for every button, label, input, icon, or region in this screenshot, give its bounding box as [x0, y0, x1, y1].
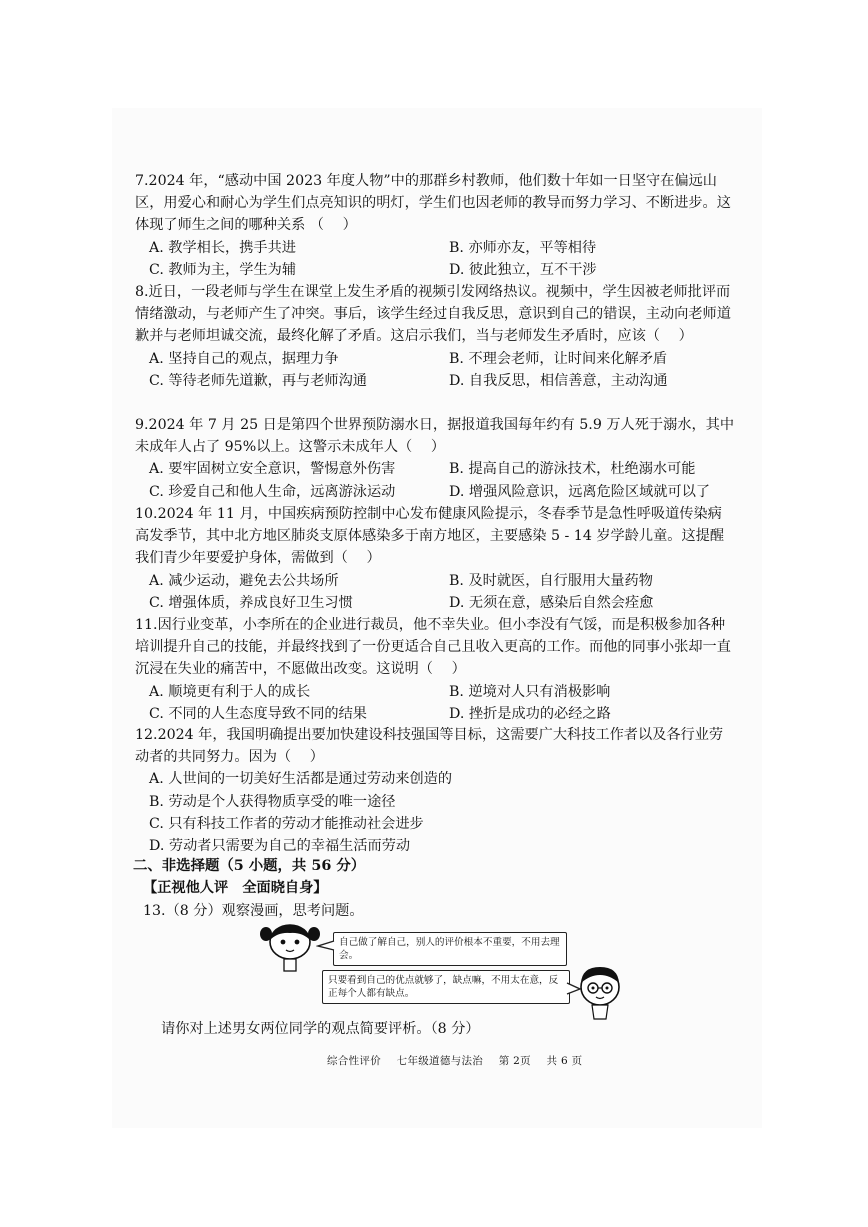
option-c: C. 等待老师先道歉，再与老师沟通 — [149, 372, 367, 389]
option-c: C. 增强体质，养成良好卫生习惯 — [149, 594, 353, 611]
section-title: 二、非选择题（5 小题，共 56 分） — [133, 857, 366, 874]
options — [149, 348, 735, 392]
options — [149, 570, 735, 614]
option-b: B. 劳动是个人获得物质享受的唯一途径 — [149, 793, 396, 810]
question-stem: 12.2024 年，我国明确提出要加快建设科技强国等目标，这需要广大科技工作者以及各行业劳动者的共同努力。因为（ ） — [135, 727, 724, 766]
question-12 — [135, 724, 735, 857]
options — [149, 237, 735, 281]
option-c: C. 教师为主，学生为辅 — [149, 261, 297, 278]
option-a: A. 坚持自己的观点，据理力争 — [149, 350, 339, 367]
options — [149, 681, 735, 725]
option-b: B. 不理会老师，让时间来化解矛盾 — [449, 350, 668, 367]
boy-speech-bubble: 只要看到自己的优点就够了，缺点嘛，不用太在意，反正每个人都有缺点。 — [322, 970, 570, 1004]
question-stem: 10.2024 年 11 月，中国疾病预防控制中心发布健康风险提示，冬春季节是急性呼吸道传染病高发季节，其中北方地区肺炎支原体感染多于南方地区，主要感染 5 - 14 岁学龄儿童。这提醒我们青少年要爱护身体，需做到（ ） — [135, 506, 725, 567]
option-a: A. 要牢固树立安全意识，警惕意外伤害 — [149, 461, 396, 478]
option-d: D. 增强风险意识，远离危险区域就可以了 — [449, 483, 711, 500]
question-stem: 9.2024 年 7 月 25 日是第四个世界预防溺水日，据报道我国每年约有 5.9 万人死于溺水，其中未成年人占了 95%以上。这警示未成年人（ ） — [135, 417, 735, 456]
question-10 — [135, 503, 735, 614]
question-stem: 8.近日，一段老师与学生在课堂上发生矛盾的视频引发网络热议。视频中，学生因被老师批评而情绪激动，与老师产生了冲突。事后，该学生经过自我反思，意识到自己的错误，主动向老师道歉并与老师坦诚交流，最终化解了矛盾。这启示我们，当与老师发生矛盾时，应该（ ） — [135, 284, 731, 345]
question-8 — [135, 281, 735, 392]
question-13-text: 13.（8 分）观察漫画，思考问题。 — [143, 903, 364, 919]
option-a: A. 教学相长，携手共进 — [149, 239, 296, 256]
option-c: C. 珍爱自己和他人生命，远离游泳运动 — [149, 483, 396, 500]
section-subtitle: 【正视他人评 全面晓自身】 — [143, 880, 328, 896]
boy-cartoon-icon — [574, 963, 630, 1027]
option-d: D. 无须在意，感染后自然会痊愈 — [449, 594, 654, 611]
option-d: D. 挫折是成功的必经之路 — [449, 705, 611, 722]
option-d: D. 自我反思，相信善意，主动沟通 — [449, 372, 668, 389]
girl-speech-bubble: 自己做了解自己，别人的评价根本不重要，不用去理会。 — [333, 932, 567, 966]
options — [149, 768, 735, 857]
option-b: B. 及时就医，自行服用大量药物 — [449, 572, 653, 589]
question-11 — [135, 614, 735, 725]
question-13-prompt: 请你对上述男女两位同学的观点简要评析。（8 分） — [161, 1021, 480, 1037]
question-9 — [135, 414, 735, 503]
question-stem: 7.2024 年，“感动中国 2023 年度人物”中的那群乡村教师，他们数十年如一日坚守在偏远山区，用爱心和耐心为学生们点亮知识的明灯，学生们也因老师的教导而努力学习、不断进步。这体现了师生之间的哪种关系 （ ） — [135, 173, 731, 234]
option-b: B. 逆境对人只有消极影响 — [449, 683, 611, 700]
footer-label: 综合性评价 — [327, 1055, 381, 1067]
footer-subject: 七年级道德与法治 — [396, 1055, 484, 1067]
question-7 — [135, 170, 735, 281]
option-b: B. 提高自己的游泳技术，杜绝溺水可能 — [449, 461, 696, 478]
options — [149, 458, 735, 502]
question-stem: 11.因行业变革，小李所在的企业进行裁员，他不幸失业。但小李没有气馁，而是积极参加各种培训提升自己的技能，并最终找到了一份更适合自己且收入更高的工作。而他的同事小张却一直沉浸在失业的痛苦中，不愿做出改变。这说明（ ） — [135, 617, 731, 678]
option-c: C. 不同的人生态度导致不同的结果 — [149, 705, 367, 722]
option-a: A. 顺境更有利于人的成长 — [149, 683, 311, 700]
girl-bubble-tail — [316, 940, 336, 952]
option-d: D. 劳动者只需要为自己的幸福生活而劳动 — [149, 838, 411, 855]
option-a: A. 减少运动，避免去公共场所 — [149, 572, 339, 589]
girl-cartoon-icon — [258, 920, 322, 974]
footer-page: 第 2页 — [498, 1055, 531, 1067]
page-footer — [327, 1053, 594, 1068]
footer-total: 共 6 页 — [546, 1055, 583, 1067]
option-a: A. 人世间的一切美好生活都是通过劳动来创造的 — [149, 771, 453, 788]
option-b: B. 亦师亦友，平等相待 — [449, 239, 597, 256]
option-c: C. 只有科技工作者的劳动才能推动社会进步 — [149, 815, 424, 832]
option-d: D. 彼此独立，互不干涉 — [449, 261, 597, 278]
